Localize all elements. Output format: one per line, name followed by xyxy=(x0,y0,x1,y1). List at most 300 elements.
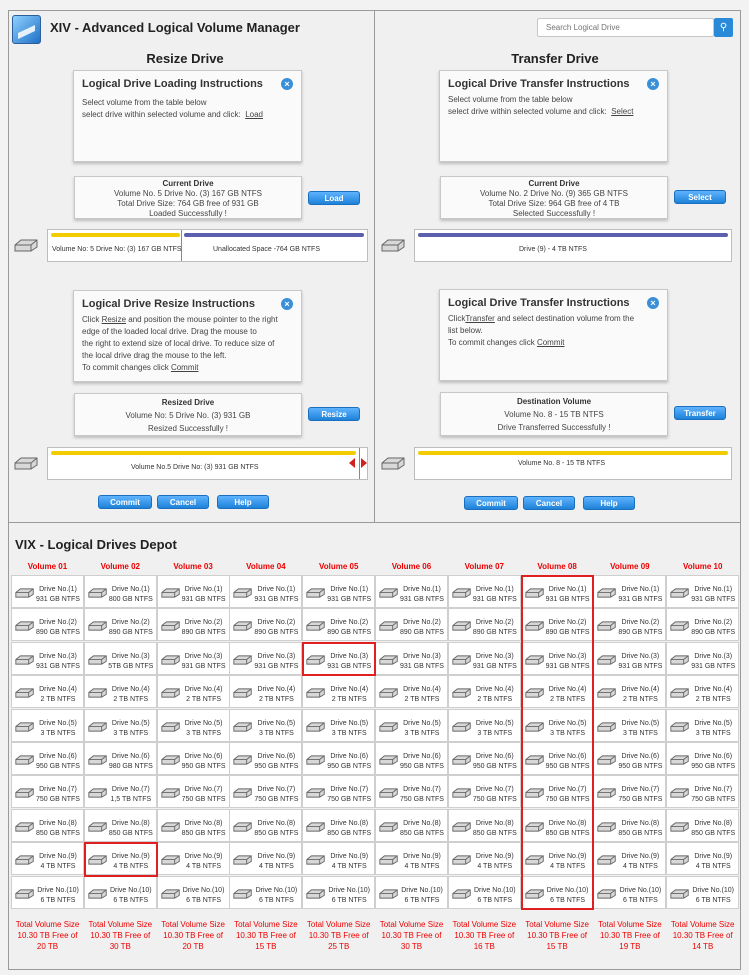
drive-cell[interactable] xyxy=(448,575,521,608)
hard-drive-icon xyxy=(596,687,618,699)
resized-drive-line1: Volume No: 5 Drive No. (3) 931 GB xyxy=(125,411,251,420)
drive-size: 750 GB NTFS xyxy=(181,796,226,804)
drive-cell[interactable] xyxy=(375,575,448,608)
hard-drive-icon xyxy=(669,687,691,699)
drive-cell[interactable] xyxy=(84,809,157,842)
hard-drive-icon xyxy=(378,888,400,900)
drive-cell[interactable] xyxy=(229,876,302,909)
selected-drive-bar[interactable] xyxy=(414,229,732,262)
close-icon[interactable]: × xyxy=(281,298,293,310)
hard-drive-icon xyxy=(596,787,618,799)
volume-header[interactable]: Volume 09 xyxy=(610,562,650,571)
drive-cell[interactable] xyxy=(302,775,375,808)
drive-name: Drive No.(9) xyxy=(184,853,223,861)
hard-drive-icon xyxy=(669,721,691,733)
resize-instructions-card xyxy=(73,290,302,382)
drive-cell[interactable] xyxy=(229,709,302,742)
drive-size: 850 GB NTFS xyxy=(472,829,517,837)
commit-link[interactable]: Commit xyxy=(170,363,199,372)
hard-drive-icon xyxy=(13,456,39,470)
volume-total xyxy=(521,919,594,952)
drive-size: 890 GB NTFS xyxy=(36,629,80,637)
drive-cell[interactable] xyxy=(593,742,666,775)
drive-name: Drive No.(3) xyxy=(39,652,77,660)
app-title: XIV - Advanced Logical Volume Manager xyxy=(50,20,300,35)
transfer-cancel-button[interactable]: Cancel xyxy=(523,496,575,510)
drive-size: 950 GB NTFS xyxy=(472,763,517,770)
hard-drive-icon xyxy=(87,654,109,666)
drive-cell[interactable] xyxy=(157,675,230,708)
drive-cell[interactable] xyxy=(229,742,302,775)
panel-divider xyxy=(374,10,375,522)
drive-name: Drive No.(3) xyxy=(257,652,296,660)
drive-size: 950 GB NTFS xyxy=(327,763,372,770)
drive-size: 750 GB NTFS xyxy=(472,796,517,804)
transfer-current-title: Current Drive xyxy=(528,179,580,188)
drive-name: Drive No.(1) xyxy=(111,586,150,593)
destination-volume-line1: Volume No. 8 - 15 TB NTFS xyxy=(504,410,604,419)
drive-cell[interactable] xyxy=(157,642,230,675)
drive-name: Drive No.(10) xyxy=(473,886,516,894)
drive-cell[interactable] xyxy=(11,842,84,875)
drive-cell[interactable] xyxy=(448,742,521,775)
drive-size: 2 TB NTFS xyxy=(550,696,586,704)
hard-drive-icon xyxy=(13,238,39,252)
select-link[interactable]: Select xyxy=(611,107,634,116)
load-link[interactable]: Load xyxy=(245,110,263,119)
drive-cell[interactable] xyxy=(157,876,230,909)
drive-size: 850 GB NTFS xyxy=(691,829,736,837)
hard-drive-icon xyxy=(14,587,36,599)
total-line2: 10.30 TB Free of xyxy=(90,931,151,940)
drive-size: 5TB GB NTFS xyxy=(108,662,154,670)
resize-instr-click: Click xyxy=(82,315,100,324)
drive-cell[interactable] xyxy=(448,775,521,808)
volume-total xyxy=(229,919,302,952)
hard-drive-icon xyxy=(14,721,36,733)
hard-drive-icon xyxy=(14,821,36,833)
drive-cell[interactable] xyxy=(521,608,594,641)
hard-drive-icon xyxy=(524,888,546,900)
drive-cell[interactable] xyxy=(666,809,739,842)
close-icon[interactable]: × xyxy=(647,78,659,90)
drive-size: 4 TB NTFS xyxy=(550,863,586,871)
drive-size: 850 GB NTFS xyxy=(400,829,444,837)
drive-cell[interactable] xyxy=(302,876,375,909)
resize-drive-bar[interactable] xyxy=(47,229,368,262)
drive-cell[interactable] xyxy=(229,775,302,808)
drive-size: 931 GB NTFS xyxy=(618,596,663,603)
drive-cell[interactable] xyxy=(593,575,666,608)
volume-header[interactable]: Volume 06 xyxy=(391,562,432,571)
drive-size: 1,5 TB NTFS xyxy=(110,796,152,804)
drive-name: Drive No.(3) xyxy=(694,652,733,660)
unallocated-space-fill xyxy=(184,233,364,237)
drive-cell[interactable] xyxy=(593,675,666,708)
destination-volume-title: Destination Volume xyxy=(516,397,592,406)
drive-size: 931 GB NTFS xyxy=(327,662,372,670)
total-line2: 10.30 TB Free of xyxy=(454,931,515,940)
total-line2: 10.30 TB Free of xyxy=(163,931,224,940)
resize-handle-icon[interactable] xyxy=(349,458,367,468)
drive-cell[interactable] xyxy=(593,642,666,675)
volume-header[interactable]: Volume 07 xyxy=(464,562,504,571)
drive-cell[interactable] xyxy=(521,675,594,708)
drive-name: Drive No.(9) xyxy=(257,853,296,861)
transfer-instr-line2: list below. xyxy=(448,326,483,335)
drive-size: 890 GB NTFS xyxy=(254,629,299,637)
drive-cell[interactable] xyxy=(375,642,448,675)
drive-name: Drive No.(6) xyxy=(330,753,369,760)
drive-cell[interactable] xyxy=(593,842,666,875)
drive-name: Drive No.(4) xyxy=(330,686,369,694)
hard-drive-icon xyxy=(596,888,618,900)
drive-cell[interactable] xyxy=(157,709,230,742)
drive-cell[interactable] xyxy=(448,675,521,708)
drive-cell[interactable] xyxy=(11,809,84,842)
drive-cell[interactable] xyxy=(375,742,448,775)
volume-header[interactable]: Volume 10 xyxy=(682,562,723,571)
drive-size: 4 TB NTFS xyxy=(258,863,294,871)
select-instructions-line2: select drive within selected volume and click: xyxy=(448,107,607,116)
resized-drive-status: Resized Successfully ! xyxy=(147,424,229,433)
drive-name: Drive No.(4) xyxy=(621,686,660,694)
drive-name: Drive No.(2) xyxy=(257,619,296,627)
drive-name: Drive No.(6) xyxy=(403,753,441,760)
drive-cell[interactable] xyxy=(11,876,84,909)
drive-size: 950 GB NTFS xyxy=(400,763,444,770)
drive-cell[interactable] xyxy=(375,775,448,808)
drive-cell[interactable] xyxy=(521,575,594,608)
drive-cell[interactable] xyxy=(448,876,521,909)
drive-name: Drive No.(5) xyxy=(548,719,587,727)
drive-name: Drive No.(1) xyxy=(475,586,514,593)
hard-drive-icon xyxy=(160,654,182,666)
drive-cell[interactable] xyxy=(229,575,302,608)
transfer-link[interactable]: Transfer xyxy=(465,314,495,323)
drive-name: Drive No.(10) xyxy=(401,886,443,894)
drive-size: 6 TB NTFS xyxy=(186,896,222,904)
drive-name: Drive No.(3) xyxy=(184,652,223,660)
drive-cell[interactable] xyxy=(11,742,84,775)
drive-name: Drive No.(8) xyxy=(111,819,150,827)
drive-cell[interactable] xyxy=(666,642,739,675)
drive-cell[interactable] xyxy=(666,775,739,808)
drive-cell[interactable] xyxy=(375,809,448,842)
drive-cell[interactable] xyxy=(521,709,594,742)
drive-size: 6 TB NTFS xyxy=(477,896,513,904)
drive-cell[interactable] xyxy=(229,608,302,641)
hard-drive-icon xyxy=(14,787,36,799)
drive-cell[interactable] xyxy=(521,775,594,808)
resize-instr-line3: the right to extend size of local drive. To reduce size of xyxy=(82,339,275,348)
drive-cell[interactable] xyxy=(302,742,375,775)
drive-name: Drive No.(6) xyxy=(39,753,77,760)
hard-drive-icon xyxy=(14,687,36,699)
hard-drive-icon xyxy=(305,754,327,766)
drive-cell[interactable] xyxy=(84,642,157,675)
drive-cell[interactable] xyxy=(11,608,84,641)
drive-size: 850 GB NTFS xyxy=(327,829,372,837)
selected-drive-label: Drive (9) - 4 TB NTFS xyxy=(519,246,587,253)
drive-cell[interactable] xyxy=(521,642,594,675)
hard-drive-icon xyxy=(160,687,182,699)
drive-name: Drive No.(6) xyxy=(621,753,660,760)
hard-drive-icon xyxy=(232,620,254,632)
volume-header[interactable]: Volume 08 xyxy=(537,562,577,571)
search-input[interactable] xyxy=(537,18,714,37)
drive-cell[interactable] xyxy=(11,709,84,742)
drive-cell[interactable] xyxy=(11,575,84,608)
drive-cell[interactable] xyxy=(157,809,230,842)
drive-cell[interactable] xyxy=(666,842,739,875)
drive-name: Drive No.(8) xyxy=(548,819,587,827)
drive-name: Drive No.(10) xyxy=(37,886,79,894)
volume-header[interactable]: Volume 05 xyxy=(318,562,359,571)
drive-size: 850 GB NTFS xyxy=(36,829,80,837)
drive-name: Drive No.(2) xyxy=(475,619,514,627)
search-button[interactable] xyxy=(714,18,733,37)
drive-name: Drive No.(7) xyxy=(257,786,296,794)
drive-cell[interactable] xyxy=(593,775,666,808)
drive-cell[interactable] xyxy=(521,842,594,875)
drive-size: 890 GB NTFS xyxy=(545,629,590,637)
depot-title: VIX - Logical Drives Depot xyxy=(15,537,177,552)
select-instructions-card xyxy=(439,70,668,162)
total-line2: 10.30 TB Free of xyxy=(672,931,733,940)
drive-cell[interactable] xyxy=(84,775,157,808)
transfer-instructions-card xyxy=(439,289,668,381)
drive-cell[interactable] xyxy=(84,842,157,875)
drive-size: 3 TB NTFS xyxy=(186,729,222,737)
hard-drive-icon xyxy=(378,854,400,866)
total-line2: 10.30 TB Free of xyxy=(235,931,296,940)
hard-drive-icon xyxy=(596,587,618,599)
drive-cell[interactable] xyxy=(302,608,375,641)
commit-button[interactable]: Commit xyxy=(98,495,152,509)
drive-name: Drive No.(3) xyxy=(111,652,150,660)
total-line2: 10.30 TB Free of xyxy=(527,931,588,940)
volume-total xyxy=(375,919,448,952)
hard-drive-icon xyxy=(451,721,473,733)
transfer-button[interactable]: Transfer xyxy=(674,406,726,420)
hard-drive-icon xyxy=(451,854,473,866)
drive-cell[interactable] xyxy=(448,608,521,641)
transfer-commit-button[interactable]: Commit xyxy=(464,496,518,510)
total-line1: Total Volume Size xyxy=(598,920,662,929)
cancel-button[interactable]: Cancel xyxy=(157,495,209,509)
hard-drive-icon xyxy=(669,854,691,866)
drive-size: 2 TB NTFS xyxy=(695,696,731,704)
drive-cell[interactable] xyxy=(229,842,302,875)
drive-cell[interactable] xyxy=(593,608,666,641)
drive-cell[interactable] xyxy=(229,809,302,842)
drive-size: 931 GB NTFS xyxy=(400,596,444,603)
current-drive-title: Current Drive xyxy=(162,179,214,188)
drive-cell[interactable] xyxy=(593,809,666,842)
drive-cell[interactable] xyxy=(11,775,84,808)
drive-cell[interactable] xyxy=(302,842,375,875)
hard-drive-icon xyxy=(160,587,182,599)
drive-size: 4 TB NTFS xyxy=(404,863,440,871)
drive-cell[interactable] xyxy=(84,575,157,608)
drive-size: 850 GB NTFS xyxy=(108,829,153,837)
hard-drive-icon xyxy=(596,620,618,632)
drive-cell[interactable] xyxy=(302,809,375,842)
drive-cell[interactable] xyxy=(84,876,157,909)
drive-cell[interactable] xyxy=(666,709,739,742)
drive-cell[interactable] xyxy=(375,876,448,909)
current-drive-line1: Volume No. 5 Drive No. (3) 167 GB NTFS xyxy=(113,189,263,198)
drive-size: 931 GB NTFS xyxy=(472,662,517,670)
drive-cell[interactable] xyxy=(11,675,84,708)
hard-drive-icon xyxy=(232,787,254,799)
total-line1: Total Volume Size xyxy=(452,920,517,929)
drive-cell[interactable] xyxy=(448,842,521,875)
drive-cell[interactable] xyxy=(229,675,302,708)
drives-grid xyxy=(11,575,739,911)
hard-drive-icon xyxy=(232,754,254,766)
drive-size: 931 GB NTFS xyxy=(36,662,80,670)
volume-header[interactable]: Volume 03 xyxy=(173,562,213,571)
drive-name: Drive No.(3) xyxy=(330,652,369,660)
drive-name: Drive No.(1) xyxy=(257,586,296,593)
drive-cell[interactable] xyxy=(375,709,448,742)
drive-cell[interactable] xyxy=(521,742,594,775)
drive-name: Drive No.(1) xyxy=(330,586,369,593)
hard-drive-icon xyxy=(14,854,36,866)
transfer-current-status: Selected Successfully ! xyxy=(512,209,596,218)
drive-name: Drive No.(8) xyxy=(257,819,296,827)
total-line2: 10.30 TB Free of xyxy=(17,931,78,940)
hard-drive-icon xyxy=(160,821,182,833)
drive-cell[interactable] xyxy=(375,608,448,641)
total-line3: 14 TB xyxy=(692,942,714,951)
drive-size: 750 GB NTFS xyxy=(254,796,299,804)
drive-cell[interactable] xyxy=(521,876,594,909)
volume-header[interactable]: Volume 02 xyxy=(100,562,140,571)
destination-used-fill xyxy=(418,451,728,455)
drive-cell[interactable] xyxy=(521,809,594,842)
hard-drive-icon xyxy=(87,888,109,900)
drive-cell[interactable] xyxy=(84,709,157,742)
drive-size: 2 TB NTFS xyxy=(186,696,222,704)
drive-cell[interactable] xyxy=(157,742,230,775)
hard-drive-icon xyxy=(160,854,182,866)
hard-drive-icon xyxy=(232,654,254,666)
help-button[interactable]: Help xyxy=(217,495,269,509)
transfer-help-button[interactable]: Help xyxy=(583,496,635,510)
drive-cell[interactable] xyxy=(157,842,230,875)
drive-size: 950 GB NTFS xyxy=(618,763,663,770)
drive-size: 6 TB NTFS xyxy=(550,896,586,904)
resize-button[interactable]: Resize xyxy=(308,407,360,421)
drive-cell[interactable] xyxy=(11,642,84,675)
drive-name: Drive No.(8) xyxy=(475,819,514,827)
drive-name: Drive No.(5) xyxy=(184,719,223,727)
drive-cell[interactable] xyxy=(448,642,521,675)
volume-header[interactable]: Volume 01 xyxy=(27,562,68,571)
resized-drive-bar[interactable] xyxy=(47,447,368,480)
drive-size: 890 GB NTFS xyxy=(181,629,226,637)
hard-drive-icon xyxy=(596,721,618,733)
total-line3: 19 TB xyxy=(619,942,641,951)
drive-cell[interactable] xyxy=(302,575,375,608)
resize-link[interactable]: Resize xyxy=(101,315,127,324)
close-icon[interactable]: × xyxy=(281,78,293,90)
drive-name: Drive No.(3) xyxy=(475,652,514,660)
drive-size: 931 GB NTFS xyxy=(545,596,590,603)
hard-drive-icon xyxy=(305,854,327,866)
drive-cell[interactable] xyxy=(84,675,157,708)
drive-cell[interactable] xyxy=(666,876,739,909)
drive-cell[interactable] xyxy=(302,642,375,675)
drive-name: Drive No.(1) xyxy=(403,586,441,593)
drive-cell[interactable] xyxy=(666,675,739,708)
hard-drive-icon xyxy=(596,654,618,666)
drive-cell[interactable] xyxy=(448,709,521,742)
drive-name: Drive No.(8) xyxy=(330,819,369,827)
drive-cell[interactable] xyxy=(666,608,739,641)
drive-size: 931 GB NTFS xyxy=(472,596,517,603)
destination-volume-bar[interactable] xyxy=(414,447,732,480)
close-icon[interactable]: × xyxy=(647,297,659,309)
drive-cell[interactable] xyxy=(593,709,666,742)
drive-name: Drive No.(9) xyxy=(111,853,150,861)
transfer-instr-rest: and select destination volume from the xyxy=(497,314,635,323)
drive-cell[interactable] xyxy=(229,642,302,675)
drive-cell[interactable] xyxy=(666,742,739,775)
drive-cell[interactable] xyxy=(448,809,521,842)
drive-name: Drive No.(1) xyxy=(39,586,77,593)
drive-name: Drive No.(6) xyxy=(548,753,587,760)
transfer-commit-link[interactable]: Commit xyxy=(536,338,565,347)
drive-cell[interactable] xyxy=(157,775,230,808)
drive-size: 3 TB NTFS xyxy=(258,729,294,737)
volume-header[interactable]: Volume 04 xyxy=(246,562,286,571)
drive-cell[interactable] xyxy=(302,675,375,708)
drive-name: Drive No.(1) xyxy=(621,586,660,593)
transfer-instructions-title: Logical Drive Transfer Instructions xyxy=(448,297,630,309)
drive-size: 4 TB NTFS xyxy=(331,863,367,871)
hard-drive-icon xyxy=(378,787,400,799)
drive-size: 850 GB NTFS xyxy=(254,829,299,837)
drive-cell[interactable] xyxy=(302,709,375,742)
drive-cell[interactable] xyxy=(157,575,230,608)
drive-size: 931 GB NTFS xyxy=(254,662,299,670)
drive-cell[interactable] xyxy=(84,742,157,775)
drive-size: 2 TB NTFS xyxy=(622,696,658,704)
total-line1: Total Volume Size xyxy=(525,920,589,929)
drive-name: Drive No.(4) xyxy=(475,686,514,694)
drive-cell[interactable] xyxy=(157,608,230,641)
hard-drive-icon xyxy=(87,787,109,799)
drive-cell[interactable] xyxy=(666,575,739,608)
drive-cell[interactable] xyxy=(375,675,448,708)
drive-size: 2 TB NTFS xyxy=(331,696,367,704)
drive-cell[interactable] xyxy=(375,842,448,875)
select-button[interactable]: Select xyxy=(674,190,726,204)
hard-drive-icon xyxy=(380,456,406,470)
load-button[interactable]: Load xyxy=(308,191,360,205)
drive-cell[interactable] xyxy=(84,608,157,641)
drive-size: 3 TB NTFS xyxy=(40,729,76,737)
drive-size: 3 TB NTFS xyxy=(550,729,586,737)
drive-cell[interactable] xyxy=(593,876,666,909)
resize-instructions-title: Logical Drive Resize Instructions xyxy=(82,298,255,310)
resized-drive-label: Volume No.5 Drive No: (3) 931 GB NTFS xyxy=(131,464,259,471)
drive-name: Drive No.(1) xyxy=(548,586,587,593)
